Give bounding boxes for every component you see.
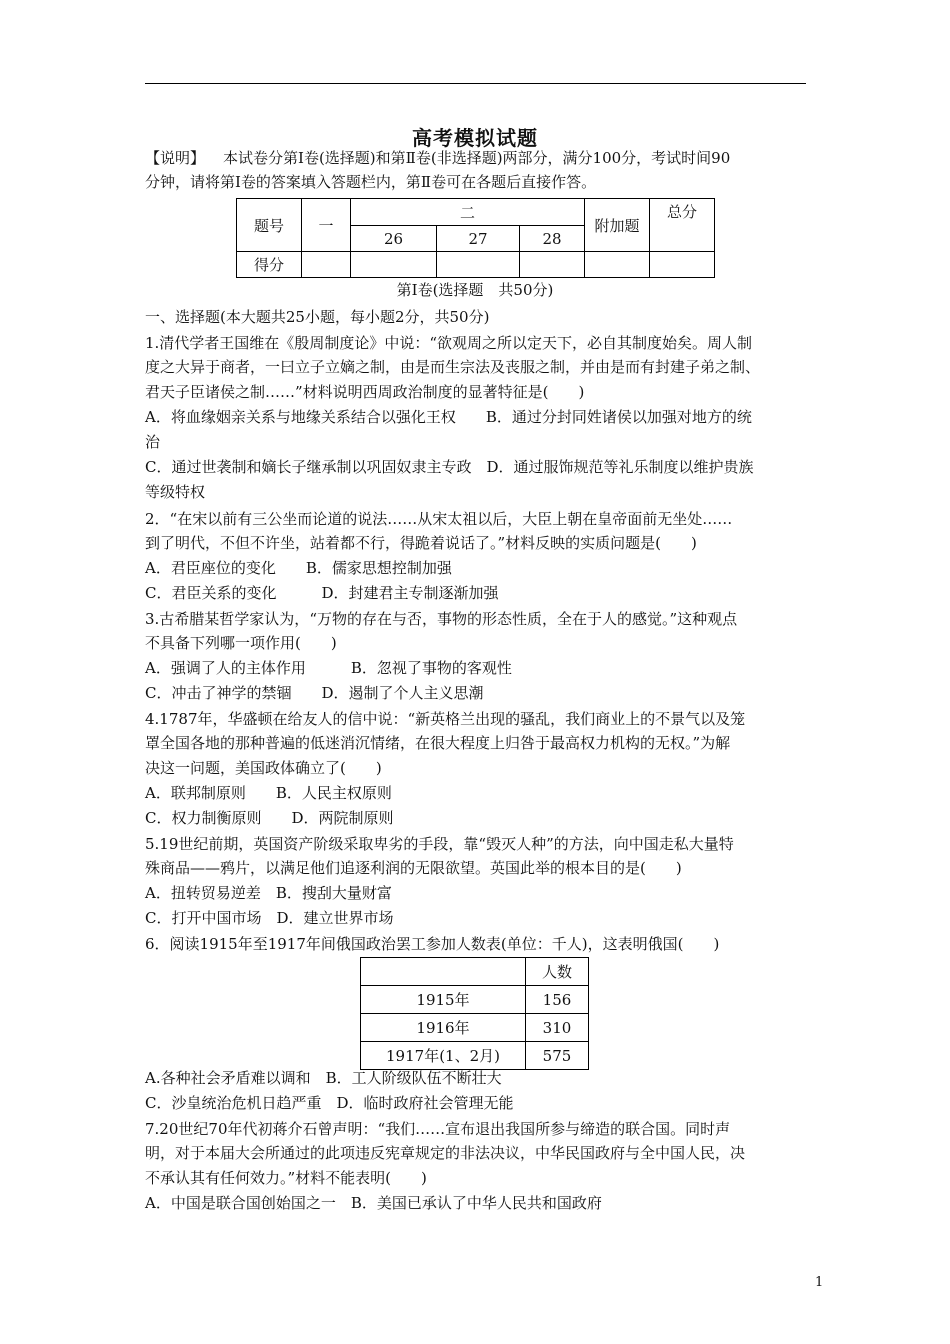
answer-option: A.各种社会矛盾难以调和 B．工人阶级队伍不断壮大 [145,1069,502,1087]
instruction-text-1: 本试卷分第Ⅰ卷(选择题)和第Ⅱ卷(非选择题)两部分，满分100分，考试时间90 [223,149,731,167]
answer-option: A．君臣座位的变化 B．儒家思想控制加强 [145,559,452,577]
table-header-count: 人数 [526,958,589,986]
question-text: 罩全国各地的那种普遍的低迷消沉情绪，在很大程度上归咎于最高权力机构的无权。”为解 [145,734,731,752]
table-year-cell: 1917年(1、2月) [361,1042,526,1070]
question-text: 4.1787年，华盛顿在给友人的信中说：“新英格兰出现的骚乱，我们商业上的不景气以及笼 [145,710,746,728]
answer-option: C．权力制衡原则 D．两院制原则 [145,809,394,827]
instruction-label: 【说明】 [145,149,206,167]
header-rule [145,83,806,84]
answer-option: C．打开中国市场 D．建立世界市场 [145,909,394,927]
score-cell [351,252,437,278]
instruction-line-2: 分钟，请将第Ⅰ卷的答案填入答题栏内，第Ⅱ卷可在各题后直接作答。 [145,173,597,191]
answer-option: A．联邦制原则 B．人民主权原则 [145,784,392,802]
table-year-cell: 1916年 [361,1014,526,1042]
score-row-label: 得分 [237,252,302,278]
question-text: 度之大异于商者，一曰立子立嫡之制，由是而生宗法及丧服之制，并由是而有封建子弟之制、 [145,358,761,376]
instruction-line-1 [145,146,730,170]
question-text: 5.19世纪前期，英国资产阶级采取卑劣的手段，靠“毁灭人种”的方法，向中国走私大量特 [145,835,734,853]
table-value-cell: 310 [526,1014,589,1042]
part1-caption: 第Ⅰ卷(选择题 共50分) [396,281,554,299]
score-cell [302,252,351,278]
page-title: 高考模拟试题 [412,126,538,150]
score-subcol: 26 [351,226,437,252]
answer-option: C．通过世袭制和嫡长子继承制以巩固奴隶主专政 D．通过服饰规范等礼乐制度以维护贵族 [145,458,754,476]
answer-option: A．将血缘姻亲关系与地缘关系结合以强化王权 B．通过分封同姓诸侯以加强对地方的统 [145,408,752,426]
question-text: 君天子臣诸侯之制……”材料说明西周政治制度的显著特征是( ) [145,383,585,401]
strike-data-table [360,957,589,1070]
answer-option: A．扭转贸易逆差 B．搜刮大量财富 [145,884,392,902]
question-text: 2．“在宋以前有三公坐而论道的说法……从宋太祖以后，大臣上朝在皇帝面前无坐处…… [145,510,733,528]
score-subcol: 28 [520,226,585,252]
table-corner-cell [361,958,526,986]
answer-option: C．君臣关系的变化 D．封建君主专制逐渐加强 [145,584,499,602]
answer-option: 等级特权 [145,483,206,501]
question-text: 殊商品——鸦片，以满足他们追逐利润的无限欲望。英国此举的根本目的是( ) [145,859,682,877]
score-header-question: 题号 [237,199,302,252]
answer-option: A．中国是联合国创始国之一 B．美国已承认了中华人民共和国政府 [145,1194,602,1212]
score-col-two: 二 [351,199,585,226]
table-year-cell: 1915年 [361,986,526,1014]
score-cell [520,252,585,278]
score-table [236,198,715,278]
question-text: 1.清代学者王国维在《殷周制度论》中说：“欲观周之所以定天下，必自其制度始矣。周人制 [145,334,752,352]
answer-option: 治 [145,433,161,451]
page-number: 1 [815,1275,824,1290]
answer-option: A．强调了人的主体作用 B．忽视了事物的客观性 [145,659,512,677]
score-cell [650,252,715,278]
table-value-cell: 156 [526,986,589,1014]
score-cell [585,252,650,278]
score-col-total: 总分 [650,199,715,252]
question-text: 不具备下列哪一项作用( ) [145,634,337,652]
section-heading: 一、选择题(本大题共25小题，每小题2分，共50分) [145,308,490,326]
answer-option: C．冲击了神学的禁锢 D．遏制了个人主义思潮 [145,684,484,702]
question-text: 7.20世纪70年代初蒋介石曾声明：“我们……宣布退出我国所参与缔造的联合国。同时声 [145,1120,731,1138]
question-text: 3.古希腊某哲学家认为，“万物的存在与否，事物的形态性质，全在于人的感觉。”这种观点 [145,610,738,628]
table-value-cell: 575 [526,1042,589,1070]
answer-option: C．沙皇统治危机日趋严重 D．临时政府社会管理无能 [145,1094,514,1112]
table-row [361,1014,589,1042]
question-text: 决这一问题，美国政体确立了( ) [145,759,382,777]
question-text: 明，对于本届大会所通过的此项违反宪章规定的非法决议，中华民国政府与全中国人民，决 [145,1144,746,1162]
table-row [361,986,589,1014]
score-subcol: 27 [437,226,520,252]
score-col-one: 一 [302,199,351,252]
score-cell [437,252,520,278]
question-text: 不承认其有任何效力。”材料不能表明( ) [145,1169,427,1187]
score-col-bonus: 附加题 [585,199,650,252]
question-text: 到了明代，不但不许坐，站着都不行，得跪着说话了。”材料反映的实质问题是( ) [145,534,697,552]
question-text: 6．阅读1915年至1917年间俄国政治罢工参加人数表(单位：千人)，这表明俄国( ) [145,935,720,953]
